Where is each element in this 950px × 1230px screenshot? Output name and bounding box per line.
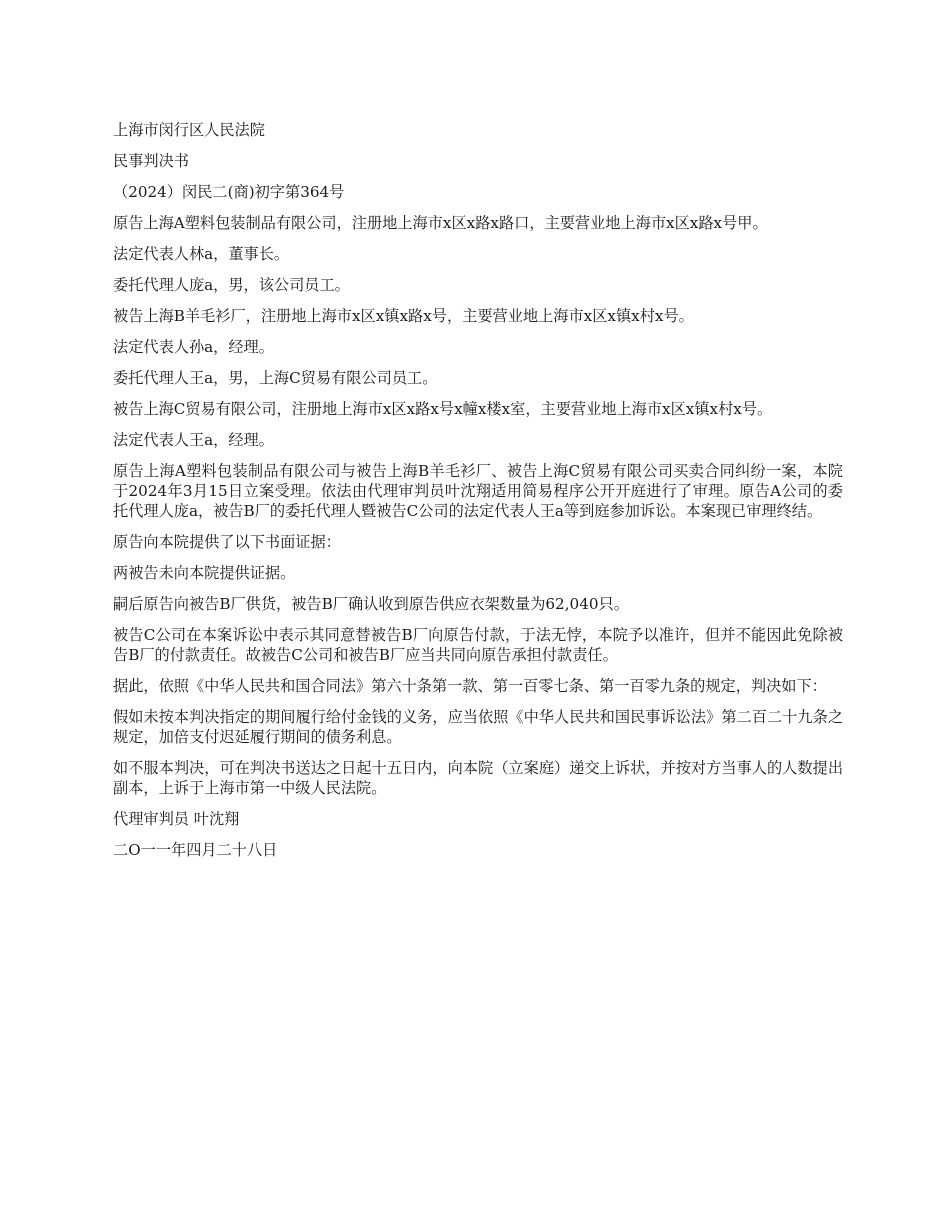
appeal-notice: 如不服本判决，可在判决书送达之日起十五日内，向本院（立案庭）递交上诉状，并按对方当事人的人数提出副本，上诉于上海市第一中级人民法院。 xyxy=(113,759,843,797)
defendant-c-legal-rep: 法定代表人王a，经理。 xyxy=(113,431,274,449)
judgment-date: 二O一一年四月二十八日 xyxy=(113,841,278,859)
defendant-b-info: 被告上海B羊毛衫厂，注册地上海市x区x镇x路x号，主要营业地上海市x区x镇x村x号。 xyxy=(113,307,694,325)
judge-signature: 代理审判员 叶沈翔 xyxy=(113,810,240,828)
plaintiff-agent: 委托代理人庞a，男，该公司员工。 xyxy=(113,276,350,294)
document-type: 民事判决书 xyxy=(113,152,189,170)
legal-basis: 据此，依照《中华人民共和国合同法》第六十条第一款、第一百零七条、第一百零九条的规定，判决如下： xyxy=(113,677,827,695)
case-number: （2024）闵民二(商)初字第364号 xyxy=(113,183,345,201)
evidence-intro: 原告向本院提供了以下书面证据： xyxy=(113,533,341,551)
plaintiff-info: 原告上海A塑料包装制品有限公司，注册地上海市x区x路x路口，主要营业地上海市x区x路x号甲。 xyxy=(113,214,768,232)
court-name: 上海市闵行区人民法院 xyxy=(113,121,265,139)
judgment-document xyxy=(113,120,843,871)
defendant-b-agent: 委托代理人王a，男，上海C贸易有限公司员工。 xyxy=(113,369,438,387)
supply-fact: 嗣后原告向被告B厂供货，被告B厂确认收到原告供应衣架数量为62,040只。 xyxy=(113,595,629,613)
delay-interest-clause: 假如未按本判决指定的期间履行给付金钱的义务，应当依照《中华人民共和国民事诉讼法》第二百二十九条之规定，加倍支付迟延履行期间的债务利息。 xyxy=(113,708,843,746)
case-summary: 原告上海A塑料包装制品有限公司与被告上海B羊毛衫厂、被告上海C贸易有限公司买卖合同纠纷一案，本院于2024年3月15日立案受理。依法由代理审判员叶沈翔适用简易程序公开开庭进行了审理。原告A公司的委托代理人庞a，被告B厂的委托代理人暨被告C公司的法定代表人王a等到庭参加诉讼。本案现已审理终结。 xyxy=(113,462,843,520)
defendants-evidence: 两被告未向本院提供证据。 xyxy=(113,564,296,582)
plaintiff-legal-rep: 法定代表人林a，董事长。 xyxy=(113,245,290,263)
defendant-b-legal-rep: 法定代表人孙a，经理。 xyxy=(113,338,274,356)
court-finding: 被告C公司在本案诉讼中表示其同意替被告B厂向原告付款，于法无悖，本院予以准许，但并不能因此免除被告B厂的付款责任。故被告C公司和被告B厂应当共同向原告承担付款责任。 xyxy=(113,626,843,664)
defendant-c-info: 被告上海C贸易有限公司，注册地上海市x区x路x号x幢x楼x室，主要营业地上海市x区x镇x村x号。 xyxy=(113,400,773,418)
